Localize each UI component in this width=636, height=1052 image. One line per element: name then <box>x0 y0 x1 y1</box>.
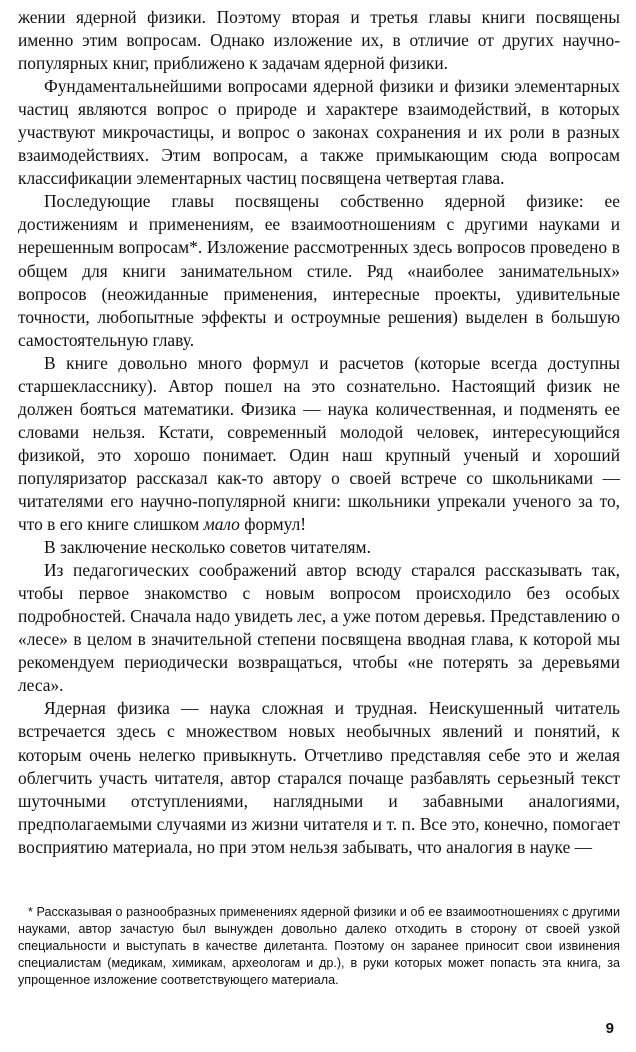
page-number: 9 <box>605 1020 614 1037</box>
paragraph-fundamental-questions: Фундаментальнейшими вопросами ядерной физики и физики элементарных частиц являются вопрос о природе и характере взаимодействий, в которых участвуют микрочастицы, и вопрос о законах сохранения и их роли в разных взаимодействиях. Этим вопросам, а также примыкающим сюда вопросам классификации элементарных частиц посвящена четвертая глава. <box>18 76 620 189</box>
paragraph-nuclear-physics-difficulty: Ядерная физика — наука сложная и трудная. Неискушенный читатель встречается здесь с множеством новых необычных явлений и понятий, к которым очень нелегко привыкнуть. Отчетливо представляя себе это и желая облегчить участь читателя, автор старался почаще разбавлять серьезный текст шуточными отступлениями, наглядными и забавными аналогиями, предполагаемыми случаями из жизни читателя и т. п. Все это, конечно, помогает восприятию материала, но при этом нельзя забывать, что аналогия в науке — <box>18 698 620 857</box>
formulas-text-after: формул! <box>239 514 307 535</box>
page-body <box>18 6 620 859</box>
paragraph-formulas <box>18 352 620 536</box>
formulas-italic-word: мало <box>203 514 240 535</box>
paragraph-advice-intro: В заключение несколько советов читателям. <box>44 537 371 558</box>
paragraph-continuation: жении ядерной физики. Поэтому вторая и третья главы книги посвящены именно этим вопросам. Однако изложение их, в отличие от других научно-популярных книг, приближено к задачам ядерной физики. <box>18 7 620 74</box>
formulas-text-before: В книге довольно много формул и расчетов (которые всегда доступны старшекласснику). Автор пошел на это сознательно. Настоящий физик не должен бояться математики. Физика — наука количественная, и подменять ее словами нельзя. Кстати, современный молодой человек, интересующийся физикой, это хорошо понимает. Один наш крупный ученый и хороший популяризатор рассказал как-то автору о своей встрече со школьниками — читателями его научно-популярной книги: школьники упрекали ученого за то, что в его книге слишком <box>18 352 620 535</box>
footnote: * Рассказывая о разнообразных применениях ядерной физики и об ее взаимоотношениях с другими науками, автор зачастую был вынужден довольно далеко отходить в сторону от своей узкой специальности и выступать в качестве дилетанта. Поэтому он заранее приносит свои извинения специалистам (медикам, химикам, археологам и др.), в руки которых может попасть эта книга, за упрощенное изложение соответствующего материала. <box>18 905 620 987</box>
paragraph-pedagogy: Из педагогических соображений автор всюду старался рассказывать так, чтобы первое знакомство с новым вопросом происходило без особых подробностей. Сначала надо увидеть лес, а уже потом деревья. Представлению о «лесе» в целом в значительной степени посвящена вводная глава, к которой мы рекомендуем периодически возвращаться, чтобы «не потерять за деревьями леса». <box>18 560 620 696</box>
paragraph-following-chapters: Последующие главы посвящены собственно ядерной физике: ее достижениям и применениям, ее взаимоотношениям с другими науками и нерешенным вопросам*. Изложение рассмотренных здесь вопросов проведено в общем для книги занимательном стиле. Ряд «наиболее занимательных» вопросов (неожиданные применения, интересные проекты, удивительные точности, любопытные эффекты и остроумные решения) выделен в большую самостоятельную главу. <box>18 191 620 350</box>
